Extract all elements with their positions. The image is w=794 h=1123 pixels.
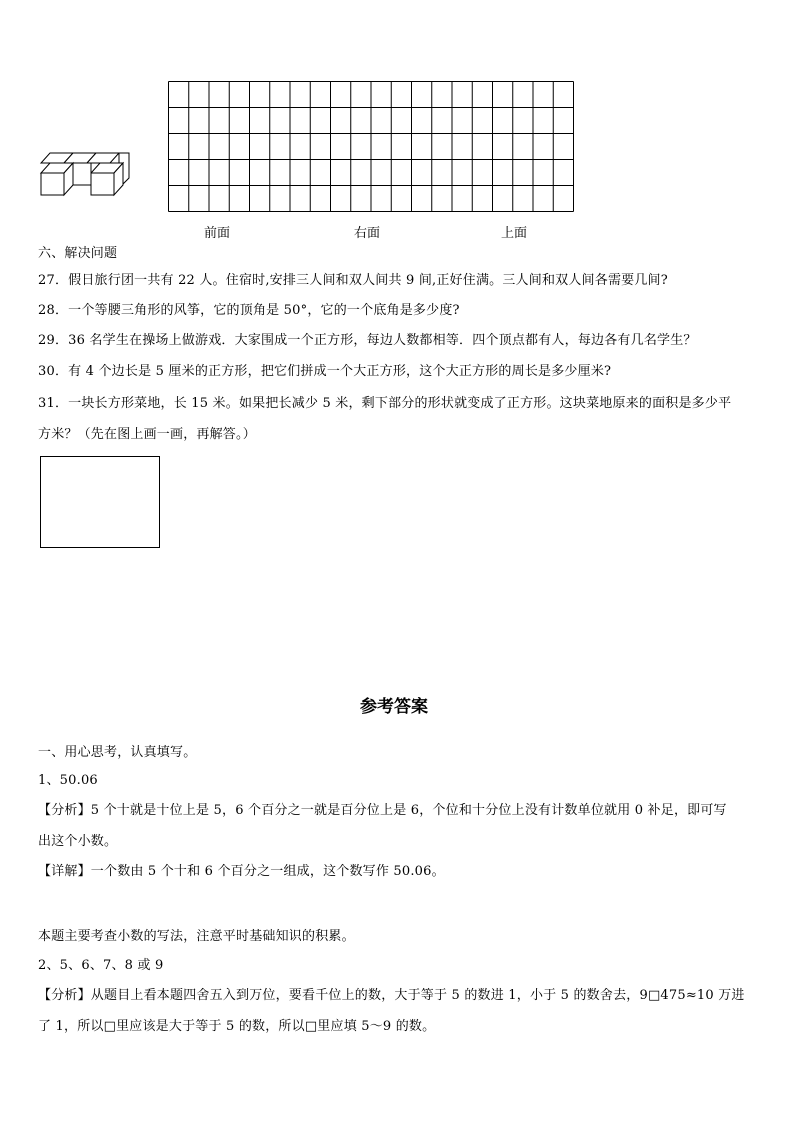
answer-1-analysis-line2: 出这个小数。 bbox=[38, 834, 118, 849]
question-31-line1: 31．一块长方形菜地，长 15 米。如果把长减少 5 米，剩下部分的形状就变成了正方形。这块菜地原来的面积是多少平 bbox=[38, 396, 732, 411]
answer-1-detail: 【详解】一个数由 5 个十和 6 个百分之一组成，这个数写作 50.06。 bbox=[38, 864, 445, 879]
answer-2: 2、5、6、7、8 或 9 bbox=[38, 958, 164, 973]
answer-square-box bbox=[40, 456, 160, 548]
question-31-line2: 方米？（先在图上画一画，再解答。） bbox=[38, 427, 256, 442]
cube-figure bbox=[38, 150, 134, 196]
answer-1-note: 本题主要考查小数的写法，注意平时基础知识的积累。 bbox=[38, 929, 355, 944]
cube-front-left-face bbox=[41, 173, 64, 195]
answer-1: 1、50.06 bbox=[38, 773, 98, 788]
label-top: 上面 bbox=[501, 226, 528, 241]
answers-title: 参考答案 bbox=[360, 697, 428, 717]
cube-back-middle-face bbox=[73, 163, 91, 185]
answer-2-analysis-line2: 了 1，所以□里应该是大于等于 5 的数，所以□里应填 5～9 的数。 bbox=[38, 1019, 436, 1034]
section-heading: 六、解决问题 bbox=[38, 246, 118, 261]
question-27: 27．假日旅行团一共有 22 人。住宿时,安排三人间和双人间共 9 间,正好住满。三人间和双人间各需要几间? bbox=[38, 273, 668, 288]
cube-front-right-face bbox=[91, 173, 114, 195]
label-right: 右面 bbox=[354, 226, 381, 241]
label-front: 前面 bbox=[204, 226, 231, 241]
question-28: 28．一个等腰三角形的风筝，它的顶角是 50°，它的一个底角是多少度? bbox=[38, 303, 460, 318]
question-30: 30．有 4 个边长是 5 厘米的正方形，把它们拼成一个大正方形，这个大正方形的周长是多少厘米? bbox=[38, 364, 612, 379]
drawing-grid bbox=[168, 81, 574, 212]
answer-2-analysis-line1: 【分析】从题目上看本题四舍五入到万位，要看千位上的数，大于等于 5 的数进 1，小于 5 的数舍去，9□475≈10 万进 bbox=[38, 988, 745, 1003]
answers-section1-heading: 一、用心思考，认真填写。 bbox=[38, 745, 197, 760]
question-29: 29．36 名学生在操场上做游戏．大家围成一个正方形，每边人数都相等．四个顶点都有人，每边各有几名学生？ bbox=[38, 333, 697, 348]
answer-1-analysis-line1: 【分析】5 个十就是十位上是 5，6 个百分之一就是百分位上是 6，个位和十分位上没有计数单位就用 0 补足，即可写 bbox=[38, 803, 727, 818]
